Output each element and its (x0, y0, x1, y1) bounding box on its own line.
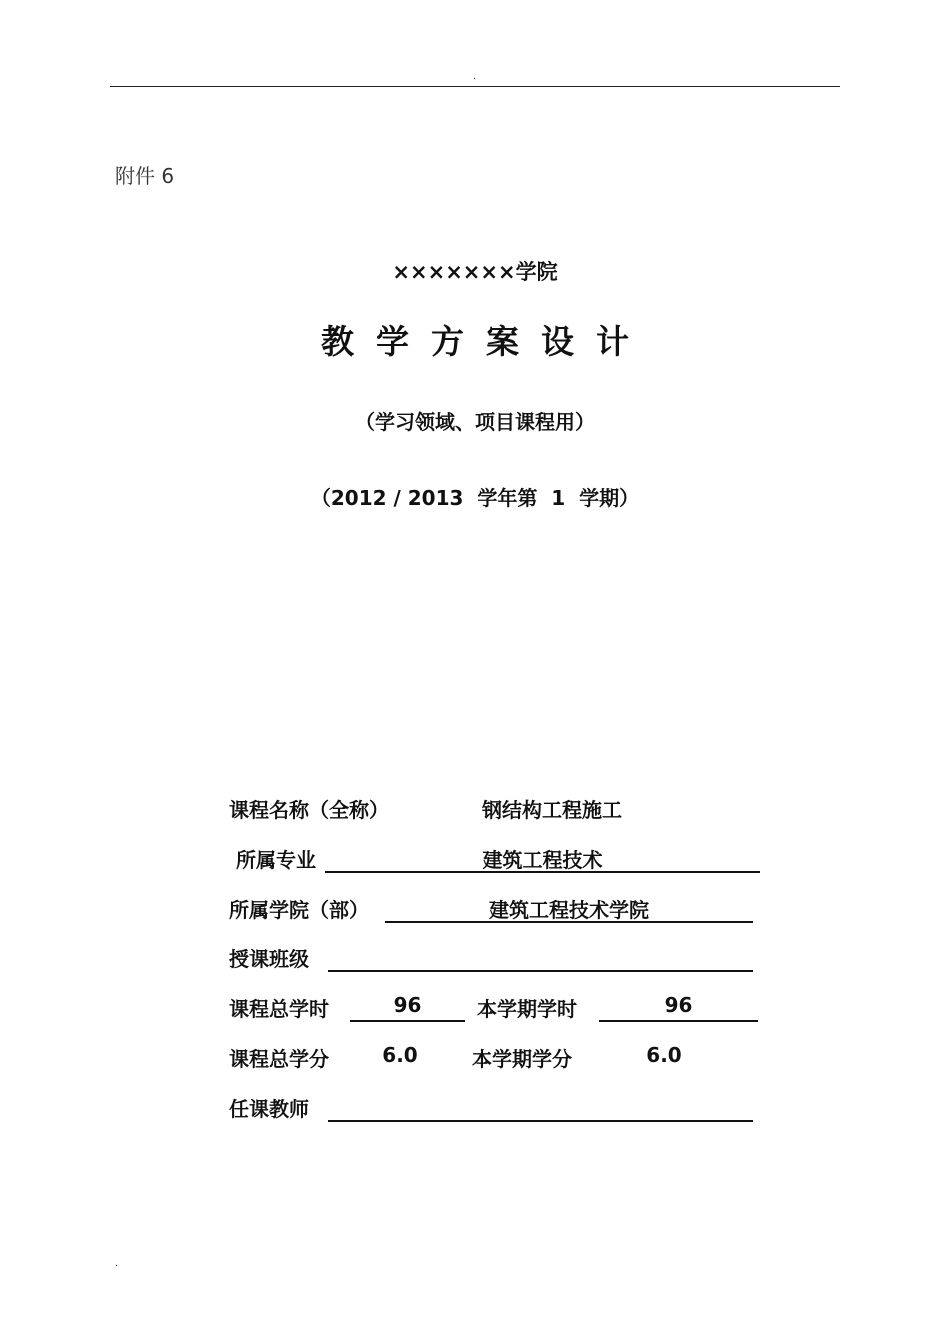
header-mark: . (473, 71, 477, 82)
total-hours-underline (350, 1020, 465, 1022)
total-credits-value: 6.0 (382, 1043, 418, 1067)
semester-line: （2012 / 2013 学年第 1 学期） (310, 486, 640, 510)
teacher-underline (328, 1120, 753, 1122)
document-subtitle: （学习领域、项目课程用） (355, 410, 595, 434)
total-credits-label: 课程总学分 (229, 1047, 329, 1071)
class-underline (328, 970, 753, 972)
class-label: 授课班级 (229, 947, 309, 971)
college-name: ×××××××学院 (392, 260, 558, 284)
total-hours-label: 课程总学时 (229, 997, 329, 1021)
school-label: 所属学院（部） (229, 898, 369, 922)
teacher-label: 任课教师 (229, 1097, 309, 1121)
school-value: 建筑工程技术学院 (489, 898, 649, 922)
term-credits-value: 6.0 (646, 1043, 682, 1067)
course-name-value: 钢结构工程施工 (482, 798, 622, 822)
document-title: 教学方案设计 (321, 322, 651, 361)
term-hours-label: 本学期学时 (477, 997, 577, 1021)
major-label: 所属专业 (236, 848, 316, 872)
major-underline (325, 871, 760, 873)
course-name-label: 课程名称（全称） (229, 798, 389, 822)
term-hours-underline (599, 1020, 758, 1022)
footer-mark: . (115, 1258, 119, 1269)
total-hours-value: 96 (393, 993, 422, 1017)
header-rule (110, 86, 840, 87)
school-underline (385, 921, 753, 923)
major-value: 建筑工程技术 (482, 848, 603, 872)
attachment-label: 附件 6 (115, 164, 175, 188)
term-credits-label: 本学期学分 (472, 1047, 572, 1071)
term-hours-value: 96 (664, 993, 693, 1017)
